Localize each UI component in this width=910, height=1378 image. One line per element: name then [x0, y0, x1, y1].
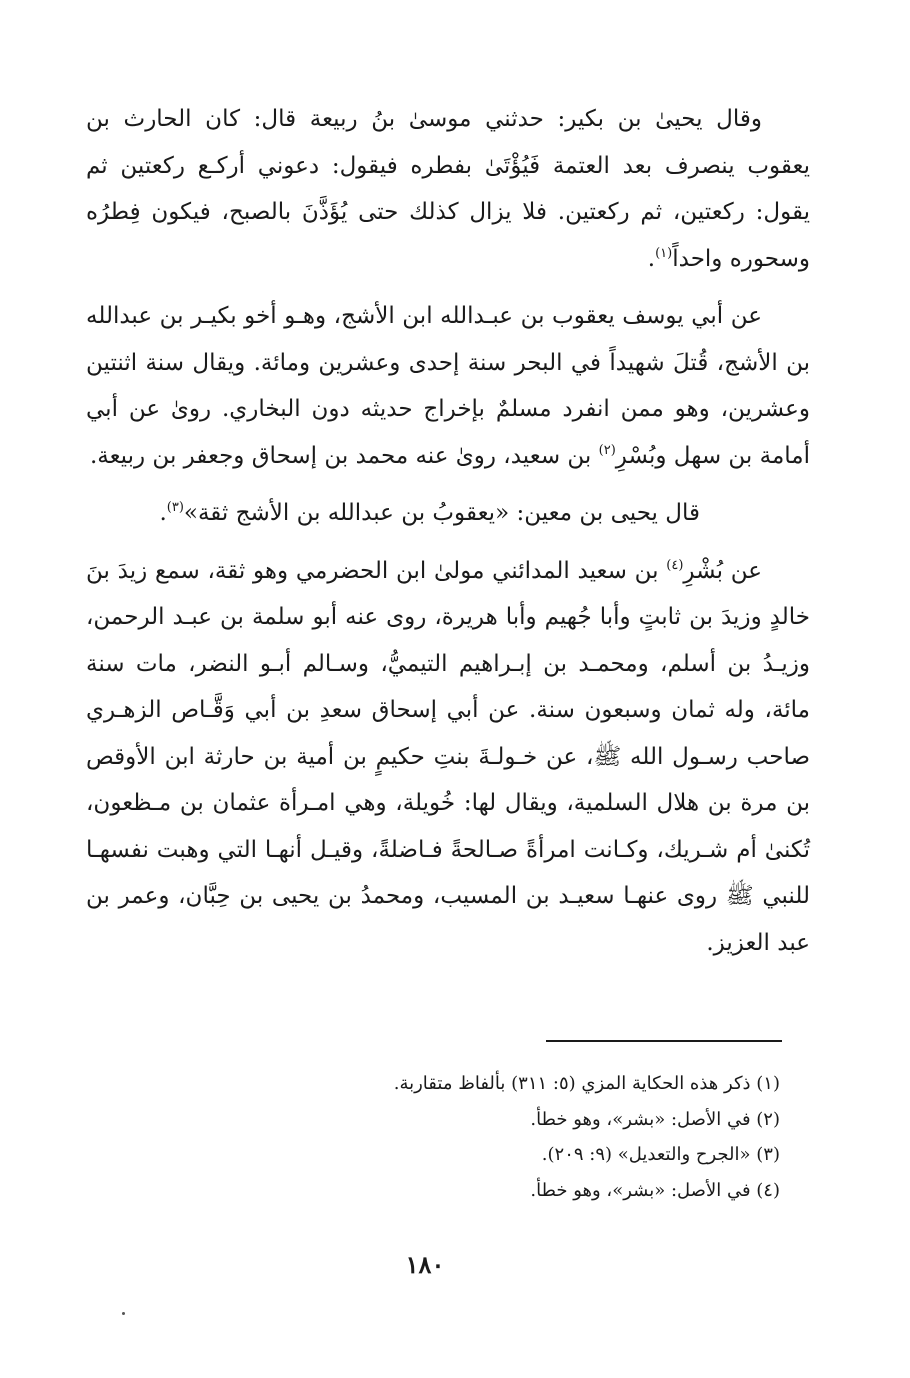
page-number: ١٨٠ — [405, 1250, 445, 1279]
paragraph-text-tail: بن سعيد، روىٰ عنه محمد بن إسحاق وجعفر بن ربيعة. — [89, 442, 599, 469]
footnote-2: (٢) في الأصل: «بشر»، وهو خطأ. — [530, 1108, 780, 1130]
paragraph-text: عن بُشْرِ — [683, 557, 762, 584]
paragraph-yahya-ibn-bukayr — [86, 96, 810, 282]
paragraph-abu-yusuf-yaqub — [86, 293, 810, 479]
footnote-separator — [546, 1040, 782, 1042]
paragraph-text: وقال يحيىٰ بن بكير: حدثني موسىٰ بنُ ربيعة قال: كان الحارث بن يعقوب ينصرف بعد العتمة فَيُؤْتَىٰ بفطره فيقول: دعوني أركـع ركعتين ثم يقول: ركعتين، ثم ركعتين. فلا يزال كذلك حتى يُؤَذَّنَ بالصبح، فيكون فِطرُه وسحوره واحداً — [86, 106, 810, 272]
paragraph-ibn-maeen-quote — [86, 490, 810, 537]
footnote-1: (١) ذكر هذه الحكاية المزي (٥: ٣١١) بألفاظ متقاربة. — [393, 1073, 780, 1094]
footnote-4: (٤) في الأصل: «بشر»، وهو خطأ. — [530, 1179, 780, 1201]
main-text — [86, 96, 810, 977]
footnote-ref: (٣) — [166, 500, 184, 515]
paragraph-text: عن أبي يوسف يعقوب بن عبـدالله ابن الأشج، وهـو أخو بكيـر بن عبدالله بن الأشج، قُتلَ شهيداً في البحر سنة إحدى وعشرين ومائة. ويقال سنة اثنتين وعشرين، وهو ممن انفرد مسلمٌ بإخراج حديثه دون البخاري. روىٰ عن أبي أمامة بن سهل وبُسْرِ — [86, 303, 810, 469]
footnote-3: (٣) «الجرح والتعديل» (٩: ٢٠٩). — [541, 1144, 780, 1165]
footnote-ref: (٤) — [666, 557, 684, 573]
paragraph-bushr-ibn-saeed — [86, 548, 810, 967]
paragraph-text-tail: . — [647, 245, 656, 272]
paragraph-text-tail: بن سعيد المدائني مولىٰ ابن الحضرمي وهو ثقة، سمع زيدَ بنَ خالدٍ وزيدَ بن ثابتٍ وأبا جُهيم وأبا هريرة، روى عنه أبو سلمة بن عبـد الرحمن، وزيـدُ بن أسلم، ومحمـد بن إبـراهيم التيميُّ، وسـالم أبـو النضر، مات سنة مائة، وله ثمان وسبعون سنة. عن أبي إسحاق سعدِ بن أبي وَقَّـاص الزهـري صاحب رسـول الله ﷺ، عن خـولـةَ بنتِ حكيمٍ بن أمية بن حارثة ابن الأوقص بن مرة بن هلال السلمية، ويقال لها: خُويلة، وهي امـرأة عثمان بن مـظعون، تُكنىٰ أم شـريك، وكـانت امرأةً صـالحةً فـاضلةً، وقيـل أنهـا التي وهبت نفسهـا للنبي ﷺ روى عنهـا سعيـد بن المسيب، ومحمدُ بن يحيى بن حِبَّان، وعمر بن عبد العزيز. — [86, 557, 810, 956]
scan-speck — [122, 1312, 125, 1315]
footnotes — [86, 1066, 780, 1208]
footnote-ref: (٢) — [598, 442, 616, 458]
footnote-ref: (١) — [655, 245, 673, 261]
paragraph-text-tail: . — [159, 500, 167, 526]
paragraph-text: قال يحيى بن معين: «يعقوبُ بن عبدالله بن الأشج ثقة» — [183, 500, 700, 526]
